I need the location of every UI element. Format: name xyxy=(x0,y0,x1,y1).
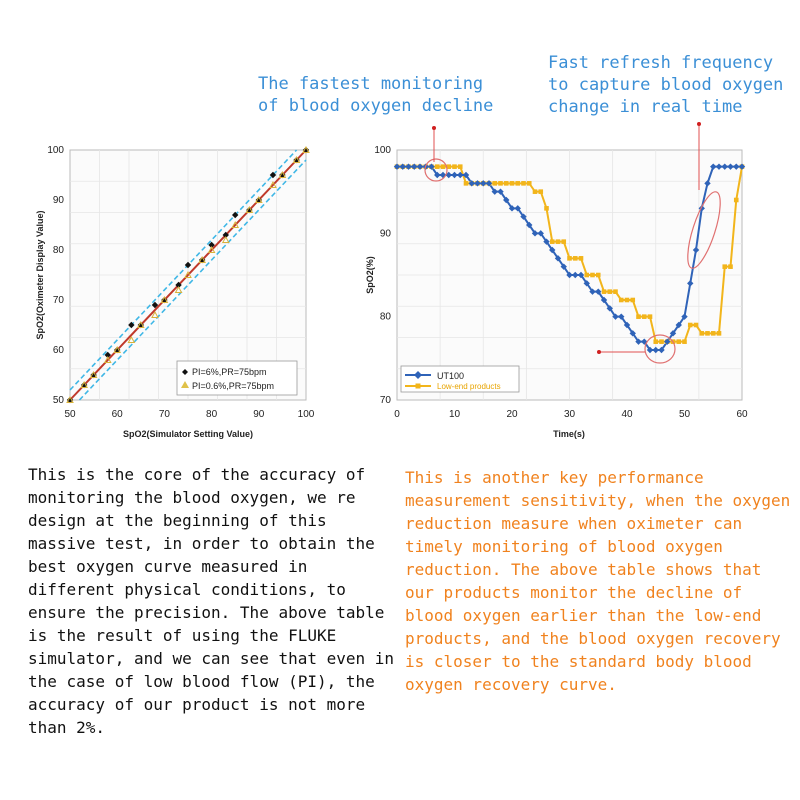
sensitivity-point-series-2 xyxy=(642,314,647,319)
accuracy-legend-label-2: PI=0.6%,PR=75bpm xyxy=(192,381,275,391)
sensitivity-point-series-2 xyxy=(533,189,538,194)
accuracy-x-tick-label: 70 xyxy=(158,409,170,420)
accuracy-legend xyxy=(177,361,297,395)
sensitivity-legend-label-2: Low-end products xyxy=(437,382,501,391)
sensitivity-point-series-2 xyxy=(556,239,561,244)
sensitivity-point-series-2 xyxy=(711,331,716,336)
sensitivity-point-series-2 xyxy=(567,256,572,261)
decline-pointer-dot xyxy=(432,126,436,130)
sensitivity-point-series-2 xyxy=(688,323,693,328)
accuracy-y-tick-label: 90 xyxy=(52,195,64,206)
sensitivity-x-tick-label: 10 xyxy=(448,409,461,420)
accuracy-legend-label-1: PI=6%,PR=75bpm xyxy=(192,367,267,377)
sensitivity-x-axis-label: Time(s) xyxy=(553,429,585,439)
sensitivity-point-series-2 xyxy=(722,264,727,269)
sensitivity-point-series-2 xyxy=(625,298,630,303)
sensitivity-point-series-2 xyxy=(648,314,653,319)
callout-fastest-line-2: of blood oxygen decline xyxy=(258,96,494,116)
sensitivity-point-series-2 xyxy=(510,181,515,186)
sensitivity-y-tick-label: 70 xyxy=(379,395,391,406)
callout-refresh-line-3: change in real time xyxy=(548,97,743,117)
sensitivity-y-tick-label: 80 xyxy=(379,311,391,323)
sensitivity-point-series-2 xyxy=(653,339,658,344)
sensitivity-point-series-2 xyxy=(613,289,618,294)
sensitivity-point-series-2 xyxy=(464,181,469,186)
sensitivity-legend xyxy=(401,366,519,392)
sensitivity-point-series-2 xyxy=(492,181,497,186)
callout-refresh-line-1: Fast refresh frequency xyxy=(548,53,774,73)
sensitivity-x-tick-label: 40 xyxy=(621,409,633,420)
sensitivity-point-series-2 xyxy=(602,289,607,294)
sensitivity-point-series-2 xyxy=(435,164,440,169)
sensitivity-point-series-2 xyxy=(682,339,687,344)
legend-lowend-marker xyxy=(416,384,421,389)
accuracy-y-axis-label: SpO2(Oximeter Display Value) xyxy=(35,210,45,340)
accuracy-chart xyxy=(35,145,315,439)
accuracy-x-tick-label: 90 xyxy=(253,409,265,420)
sensitivity-y-axis-label: SpO2(%) xyxy=(365,256,375,294)
callout-fastest-line-1: The fastest monitoring xyxy=(258,74,484,94)
accuracy-y-tick-label: 70 xyxy=(52,295,64,306)
sensitivity-point-series-2 xyxy=(561,239,566,244)
sensitivity-point-series-2 xyxy=(584,273,589,278)
sensitivity-point-series-2 xyxy=(619,298,624,303)
sensitivity-point-series-2 xyxy=(607,289,612,294)
accuracy-x-tick-label: 60 xyxy=(111,409,123,420)
sensitivity-point-series-2 xyxy=(504,181,509,186)
sensitivity-point-series-2 xyxy=(521,181,526,186)
sensitivity-x-tick-label: 20 xyxy=(506,409,518,420)
accuracy-description: This is the core of the accuracy of monitoring the blood oxygen, we re design at the beginning of this massive test, in order to obtain the best oxygen curve measured in different physical conditions, to ensure the precision. The above table is the result of using the FLUKE simulator, and we can see that even in the case of low blood flow (PI), the accuracy of our product is not more than 2%. xyxy=(28,465,395,737)
accuracy-x-tick-label: 80 xyxy=(206,409,218,420)
sensitivity-point-series-2 xyxy=(596,273,601,278)
sensitivity-description: This is another key performance measurement sensitivity, when the oxygen reduction measure when oximeter can timely monitoring of blood oxygen reduction. The above table shows that our products monitor the decline of blood oxygen earlier than the low-end products, and the blood oxygen recovery is closer to the standard body blood oxygen recovery curve. xyxy=(405,468,791,694)
sensitivity-point-series-2 xyxy=(544,206,549,211)
sensitivity-point-series-2 xyxy=(452,164,457,169)
sensitivity-point-series-2 xyxy=(579,256,584,261)
sensitivity-point-series-2 xyxy=(573,256,578,261)
sensitivity-point-series-2 xyxy=(705,331,710,336)
sensitivity-point-series-2 xyxy=(458,164,463,169)
sensitivity-y-tick-label: 100 xyxy=(374,145,391,156)
sensitivity-point-series-2 xyxy=(527,181,532,186)
accuracy-y-tick-label: 100 xyxy=(47,145,64,156)
callout-refresh-line-2: to capture blood oxygen xyxy=(548,75,784,95)
sensitivity-point-series-2 xyxy=(699,331,704,336)
sensitivity-x-tick-label: 0 xyxy=(394,409,400,420)
sensitivity-point-series-2 xyxy=(550,239,555,244)
sensitivity-point-series-2 xyxy=(636,314,641,319)
accuracy-x-axis-label: SpO2(Simulator Setting Value) xyxy=(122,429,254,439)
sensitivity-point-series-2 xyxy=(630,298,635,303)
sensitivity-legend-label-1: UT100 xyxy=(437,371,465,381)
sensitivity-point-series-2 xyxy=(734,198,739,203)
sensitivity-chart xyxy=(365,122,748,439)
accuracy-y-tick-label: 80 xyxy=(52,245,64,256)
sensitivity-point-series-2 xyxy=(590,273,595,278)
sensitivity-x-tick-label: 60 xyxy=(736,409,748,420)
sensitivity-point-series-2 xyxy=(515,181,520,186)
sensitivity-point-series-2 xyxy=(538,189,543,194)
sensitivity-point-series-2 xyxy=(694,323,699,328)
sensitivity-x-tick-label: 30 xyxy=(563,409,576,420)
accuracy-x-tick-label: 50 xyxy=(64,409,76,420)
sensitivity-point-series-2 xyxy=(717,331,722,336)
accuracy-y-tick-label: 60 xyxy=(52,345,64,356)
sensitivity-point-series-2 xyxy=(676,339,681,344)
sensitivity-point-series-2 xyxy=(498,181,503,186)
sensitivity-point-series-2 xyxy=(659,339,664,344)
sensitivity-x-tick-label: 50 xyxy=(678,409,691,420)
minimum-pointer-dot xyxy=(597,350,601,354)
accuracy-y-tick-label: 50 xyxy=(52,395,64,406)
sensitivity-y-tick-label: 90 xyxy=(379,228,391,240)
recovery-pointer-dot xyxy=(697,122,701,126)
sensitivity-point-series-2 xyxy=(441,164,446,169)
accuracy-x-tick-label: 100 xyxy=(297,409,315,420)
sensitivity-point-series-2 xyxy=(728,264,733,269)
